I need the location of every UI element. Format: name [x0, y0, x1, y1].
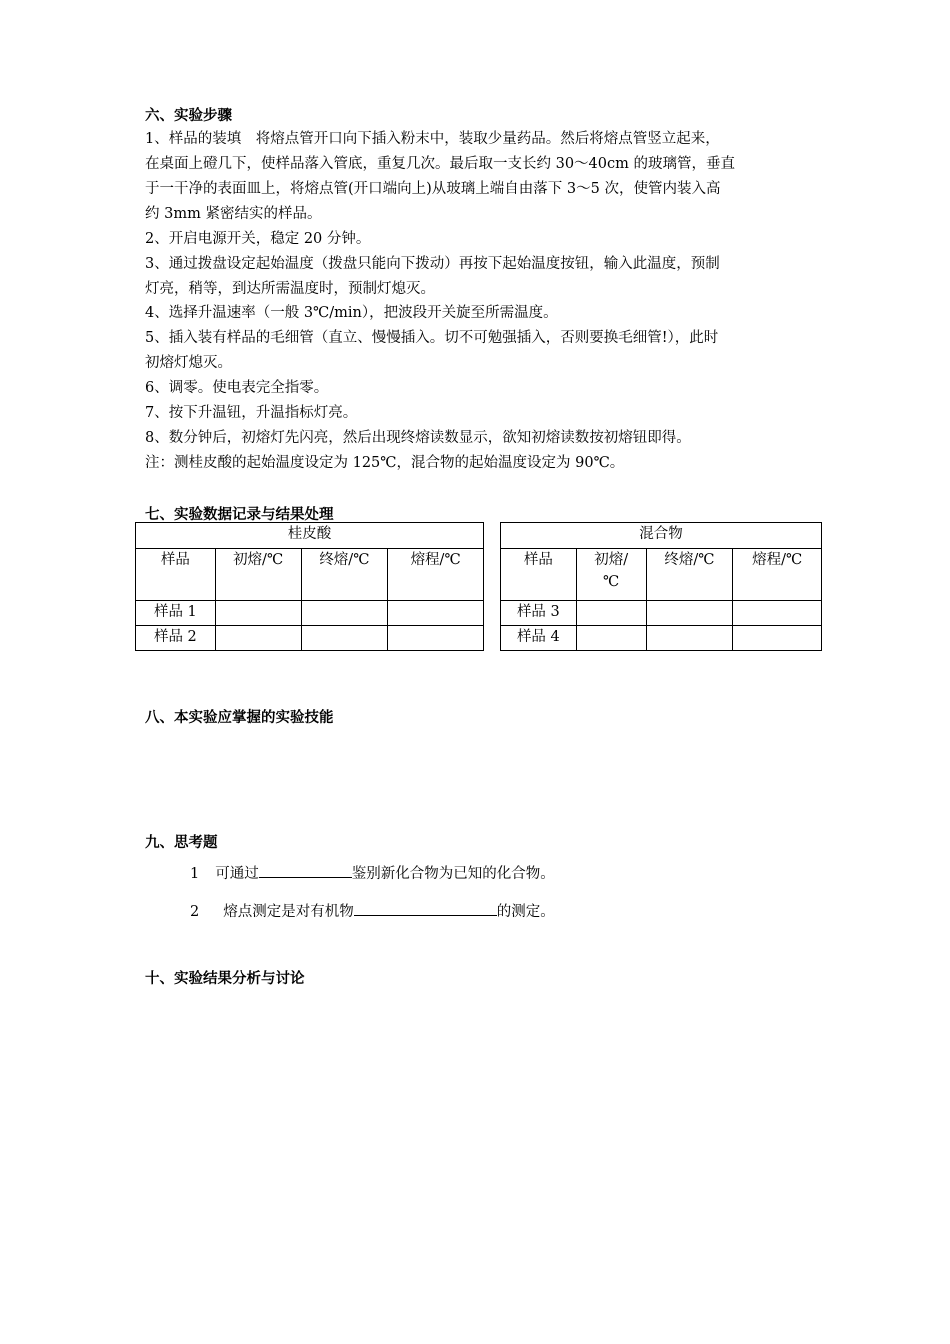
answer-blank[interactable] [354, 899, 497, 916]
column-header: 样品 [501, 549, 577, 601]
step-line: 8、数分钟后，初熔灯先闪亮，然后出现终熔读数显示，欲知初熔读数按初熔钮即得。 [145, 430, 691, 446]
table-cell [388, 601, 484, 626]
column-header: 熔程/℃ [388, 549, 484, 601]
table-cell [576, 626, 646, 651]
table-cell [215, 626, 301, 651]
table-row [501, 626, 822, 651]
table-cell [646, 601, 733, 626]
table-cell [733, 601, 822, 626]
step-line: 3、通过拨盘设定起始温度（拨盘只能向下拨动）再按下起始温度按钮，输入此温度，预制 [145, 256, 720, 272]
sample-label: 样品 4 [501, 626, 577, 651]
table-cell [215, 601, 301, 626]
section-8-title: 八、本实验应掌握的实验技能 [145, 710, 334, 726]
column-header: 初熔/℃ [576, 549, 646, 601]
step-line: 1、样品的装填 将熔点管开口向下插入粉末中，装取少量药品。然后将熔点管竖立起来， [145, 131, 720, 147]
sample-label: 样品 3 [501, 601, 577, 626]
step-line: 在桌面上磴几下，使样品落入管底，重复几次。最后取一支长约 30～40cm 的玻璃管，垂直 [145, 156, 735, 172]
question-2 [190, 899, 555, 921]
answer-blank[interactable] [259, 861, 352, 878]
question-text-after: 鉴别新化合物为已知的化合物。 [351, 866, 555, 882]
table-group-header: 桂皮酸 [136, 523, 484, 549]
column-header: 样品 [136, 549, 216, 601]
section-7-title: 七、实验数据记录与结果处理 [145, 507, 334, 523]
column-header: 初熔/℃ [215, 549, 301, 601]
sample-label: 样品 1 [136, 601, 216, 626]
table-row [501, 601, 822, 626]
step-line: 4、选择升温速率（一般 3℃/min），把波段开关旋至所需温度。 [145, 305, 558, 321]
question-1 [190, 861, 555, 883]
table-row [136, 601, 484, 626]
question-text-after: 的测定。 [496, 904, 555, 920]
table-cell [646, 626, 733, 651]
column-header: 熔程/℃ [733, 549, 822, 601]
note-line: 注：测桂皮酸的起始温度设定为 125℃，混合物的起始温度设定为 90℃。 [145, 455, 625, 471]
section-6-title: 六、实验步骤 [145, 108, 232, 124]
step-line: 7、按下升温钮，升温指标灯亮。 [145, 405, 358, 421]
table-cell [301, 626, 388, 651]
question-number: 2 [190, 904, 200, 920]
mixture-table [500, 522, 822, 651]
table-cell [576, 601, 646, 626]
step-line: 5、插入装有样品的毛细管（直立、慢慢插入。切不可勉强插入，否则要换毛细管!），此时 [145, 330, 719, 346]
step-line: 2、开启电源开关，稳定 20 分钟。 [145, 231, 371, 247]
sample-label: 样品 2 [136, 626, 216, 651]
table-row [136, 626, 484, 651]
step-line: 约 3mm 紧密结实的样品。 [145, 206, 322, 222]
question-number: 1 [190, 866, 200, 882]
step-line: 初熔灯熄灭。 [145, 355, 232, 371]
table-cell [388, 626, 484, 651]
cinnamic-acid-table [135, 522, 484, 651]
question-text-before: 可通过 [215, 866, 259, 882]
question-text-before: 熔点测定是对有机物 [223, 904, 354, 920]
table-group-header: 混合物 [501, 523, 822, 549]
column-header: 终熔/℃ [646, 549, 733, 601]
section-9-title: 九、思考题 [145, 835, 218, 851]
step-line: 于一干净的表面皿上，将熔点管(开口端向上)从玻璃上端自由落下 3～5 次，使管内装入高 [145, 181, 721, 197]
section-10-title: 十、实验结果分析与讨论 [145, 971, 305, 987]
table-cell [301, 601, 388, 626]
table-cell [733, 626, 822, 651]
column-header: 终熔/℃ [301, 549, 388, 601]
step-line: 6、调零。使电表完全指零。 [145, 380, 329, 396]
step-line: 灯亮，稍等，到达所需温度时，预制灯熄灭。 [145, 281, 435, 297]
